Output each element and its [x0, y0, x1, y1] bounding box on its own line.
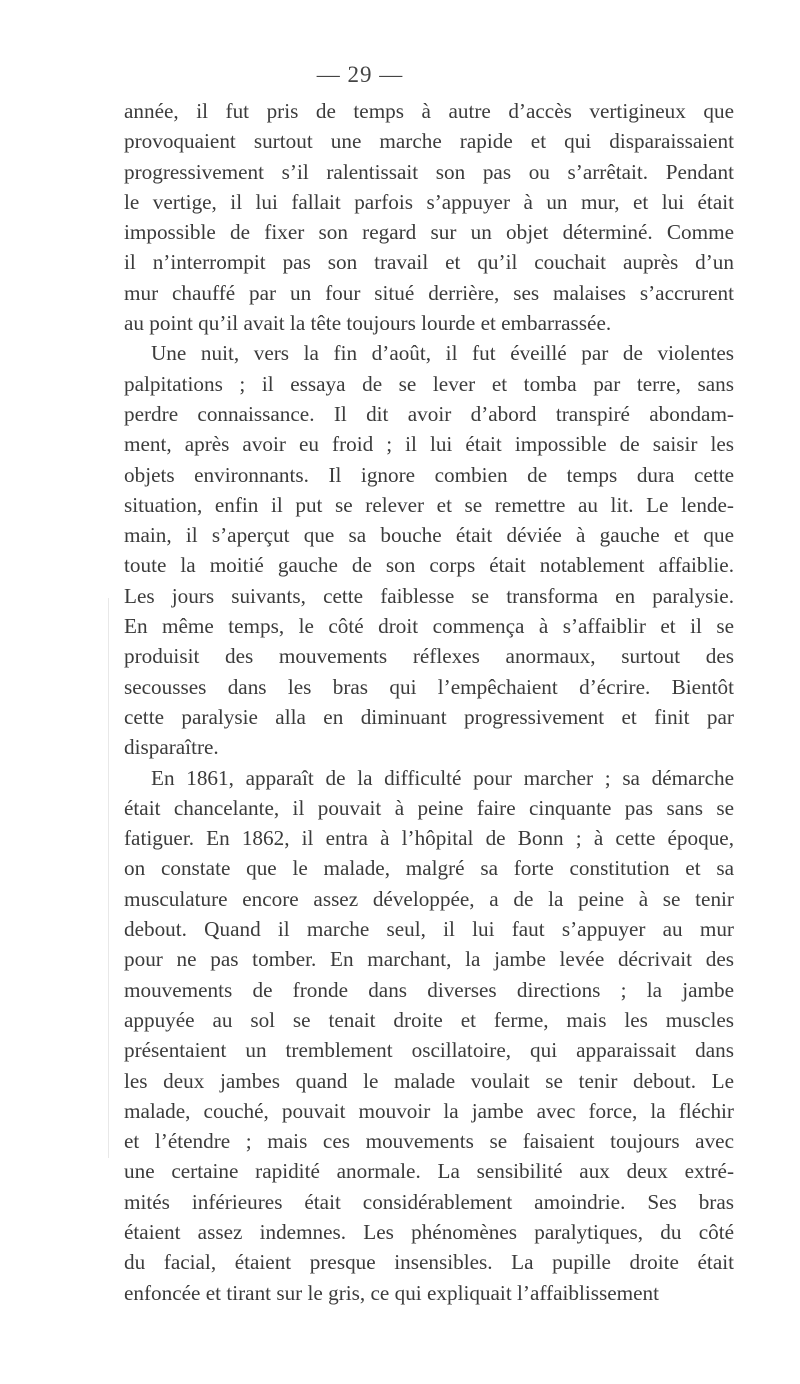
text-line: du facial, étaient presque insensibles. La pupille droite était [124, 1250, 734, 1275]
text-line: main, il s’aperçut que sa bouche était déviée à gauche et que [124, 523, 734, 548]
text-line: au point qu’il avait la tête toujours lourde et embarrassée. [124, 311, 612, 336]
text-line: malade, couché, pouvait mouvoir la jambe avec force, la fléchir [124, 1098, 734, 1123]
text-line: mités inférieures était considérablement amoindrie. Ses bras [124, 1189, 734, 1214]
text-line: ment, après avoir eu froid ; il lui était impossible de saisir les [124, 432, 734, 457]
text-line: palpitations ; il essaya de se lever et tomba par terre, sans [124, 371, 734, 396]
text-line: cette paralysie alla en diminuant progressivement et finit par [124, 704, 734, 729]
text-line: fatiguer. En 1862, il entra à l’hôpital de Bonn ; à cette époque, [124, 826, 734, 851]
text-line: En 1861, apparaît de la difficulté pour marcher ; sa démarche [151, 765, 734, 790]
text-line: objets environnants. Il ignore combien de temps dura cette [124, 462, 734, 487]
text-line: appuyée au sol se tenait droite et ferme, mais les muscles [124, 1007, 734, 1032]
text-line: pour ne pas tomber. En marchant, la jambe levée décrivait des [124, 947, 734, 972]
text-line: En même temps, le côté droit commença à s’affaiblir et il se [124, 614, 734, 639]
text-line: impossible de fixer son regard sur un objet déterminé. Comme [124, 220, 734, 245]
text-line: les deux jambes quand le malade voulait se tenir debout. Le [124, 1068, 734, 1093]
text-line: il n’interrompit pas son travail et qu’il couchait auprès d’un [124, 250, 734, 275]
text-line: mouvements de fronde dans diverses directions ; la jambe [124, 977, 734, 1002]
text-line: année, il fut pris de temps à autre d’accès vertigineux que [124, 99, 734, 123]
text-line: debout. Quand il marche seul, il lui faut s’appuyer au mur [124, 917, 734, 942]
text-line: produisit des mouvements réflexes anormaux, surtout des [124, 644, 734, 669]
page-number: — 29 — [316, 62, 404, 87]
text-line: présentaient un tremblement oscillatoire, qui apparaissait dans [124, 1038, 734, 1063]
text-line: disparaître. [124, 735, 219, 760]
text-line: Les jours suivants, cette faiblesse se transforma en paralysie. [124, 583, 734, 608]
text-line: on constate que le malade, malgré sa forte constitution et sa [124, 856, 734, 881]
text-line: enfoncée et tirant sur le gris, ce qui expliquait l’affaiblissement [124, 1280, 659, 1305]
margin-shadow-line [108, 598, 109, 1158]
text-line: toute la moitié gauche de son corps était notablement affaiblie. [124, 553, 734, 578]
text-line: était chancelante, il pouvait à peine faire cinquante pas sans se [124, 795, 734, 820]
text-line: et l’étendre ; mais ces mouvements se faisaient toujours avec [124, 1129, 734, 1154]
text-line: secousses dans les bras qui l’empêchaient d’écrire. Bientôt [124, 674, 734, 699]
text-line: mur chauffé par un four situé derrière, ses malaises s’accrurent [124, 280, 734, 305]
text-line: le vertige, il lui fallait parfois s’appuyer à un mur, et lui était [124, 189, 734, 214]
text-line: étaient assez indemnes. Les phénomènes paralytiques, du côté [124, 1219, 734, 1244]
text-line: progressivement s’il ralentissait son pas ou s’arrêtait. Pendant [124, 159, 734, 184]
text-line: Une nuit, vers la fin d’août, il fut éveillé par de violentes [151, 341, 734, 366]
text-line: perdre connaissance. Il dit avoir d’abord transpiré abondam- [124, 401, 734, 426]
text-line: musculature encore assez développée, a de la peine à se tenir [124, 886, 734, 911]
text-line: situation, enfin il put se relever et se remettre au lit. Le lende- [124, 492, 734, 517]
text-line: une certaine rapidité anormale. La sensibilité aux deux extré- [124, 1159, 734, 1184]
text-line: provoquaient surtout une marche rapide et qui disparaissaient [124, 129, 734, 154]
body-text [124, 96, 734, 1308]
